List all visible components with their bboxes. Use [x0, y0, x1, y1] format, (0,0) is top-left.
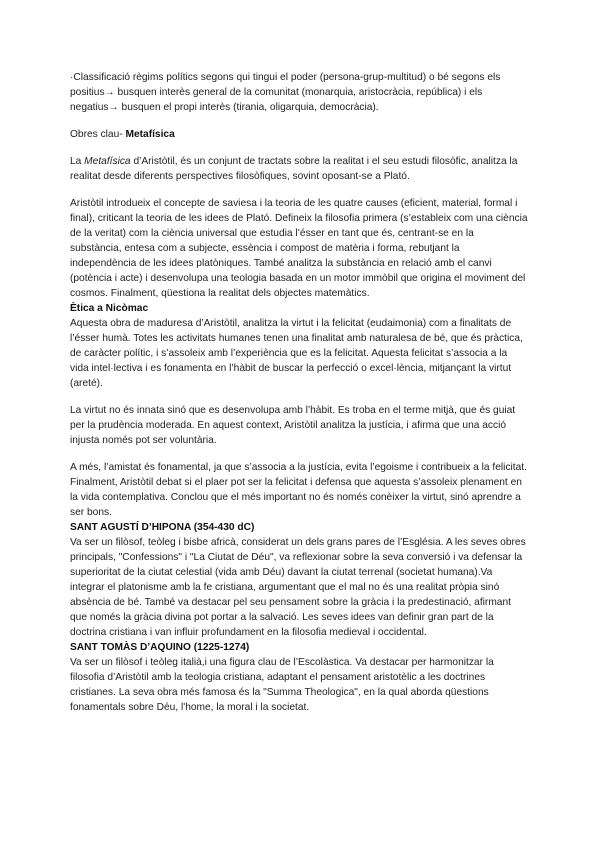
metafisica-p1-prefix: La	[70, 156, 85, 167]
tomas-paragraph: Va ser un filòsof i teòleg italià,i una figura clau de l’Escolàstica. Va destacar per harmonitzar la filosofia d’Aristòtil amb la teologia cristiana, adaptant el pensament aristotèlic a les doctrines cristianes. La seva obra més famosa és la "Summa Theologica", en la qual aborda qüestions fonamentals sobre Déu, l'home, la moral i la societat.	[70, 657, 494, 713]
metafisica-paragraph-2: Aristòtil introdueix el concepte de saviesa i la teoria de les quatre causes (eficient, material, formal i final), criticant la teoria de les idees de Plató. Defineix la filosofia primera (s’estableix com una ciència de la veritat) com la ciència universal que estudia l’ésser en tant que és, centrant-se en la substància, entesa com a subjecte, essència i compost de matèria i forma, rebutjant la independència de les idees platòniques. També analitza la substància en relació amb el canvi (potència i acte) i desenvolupa una teologia basada en un motor immòbil que origina el moviment del cosmos. Finalment, qüestiona la realitat dels objectes matemàtics.	[70, 198, 528, 299]
etica-paragraph-1: Aquesta obra de maduresa d’Aristòtil, analitza la virtut i la felicitat (eudaimonia) com a finalitats de l’ésser humà. Totes les activitats humanes tenen una finalitat amb naturalesa de bé, que és pràctica, de caràcter polític, i s’assoleix amb l’experiència que es la felicitat. Aquesta felicitat s’associa a la vida intel·lectiva i es fonamenta en l’hàbit de buscar la perfecció o excel·lència, mitjançant la virtut (areté).	[70, 318, 523, 389]
etica-heading: Ètica a Nicòmac	[70, 303, 149, 314]
agusti-heading: SANT AGUSTÍ D’HIPONA (354-430 dC)	[70, 522, 255, 533]
metafisica-heading	[70, 127, 528, 142]
document-page	[70, 70, 528, 715]
agusti-paragraph: Va ser un filòsof, teòleg i bisbe africà, considerat un dels grans pares de l’Església. A les seves obres principals, "Confessions" i "La Ciutat de Déu", va reflexionar sobre la seva conversió i va defensar la superioritat de la ciutat celestial (vida amb Déu) davant la ciutat terrenal (societat humana).Va integrar el platonisme amb la fe cristiana, argumentant que el mal no és una realitat pròpia sinó absència de bé. També va destacar pel seu pensament sobre la gràcia i la predestinació, afirmant que només la gràcia divina pot portar a la salvació. Les seves idees van definir gran part de la doctrina cristiana i van influir profundament en la filosofia medieval i occidental.	[70, 537, 526, 638]
metafisica-heading-title: Metafísica	[125, 129, 175, 140]
metafisica-p1-italic: Metafísica	[84, 156, 131, 167]
metafisica-p1-rest: d’Aristòtil, és un conjunt de tractats sobre la realitat i el seu estudi filosòfic, analitza la realitat desde diferents perspectives filosòfiques, sovint oposant-se a Plató.	[70, 156, 518, 182]
etica-paragraph-3: A més, l’amistat és fonamental, ja que s’associa a la justícia, evita l’egoisme i contribueix a la felicitat. Finalment, Aristòtil debat si el plaer pot ser la felicitat i defensa que aquesta s’assoleix plenament en la vida contemplativa. Conclou que el més important no és només conèixer la virtut, sinó aprendre a ser bons.	[70, 462, 527, 518]
classification-paragraph: ·Classificació règims polítics segons qui tingui el poder (persona-grup-multitud) o bé segons els positius→ busquen interès general de la comunitat (monarquia, aristocràcia, república) i els negatius→ busquen el propi interès (tirania, oligarquia, democràcia).	[70, 72, 501, 113]
metafisica-paragraph-1	[70, 154, 528, 184]
tomas-heading: SANT TOMÀS D’AQUINO (1225-1274)	[70, 642, 250, 653]
etica-paragraph-2: La virtut no és innata sinó que es desenvolupa amb l’hàbit. Es troba en el terme mitjà, que és guiat per la prudència moderada. En aquest context, Aristòtil analitza la justícia, i afirma que una acció injusta només pot ser voluntària.	[70, 405, 516, 446]
metafisica-heading-prefix: Obres clau-	[70, 129, 126, 140]
